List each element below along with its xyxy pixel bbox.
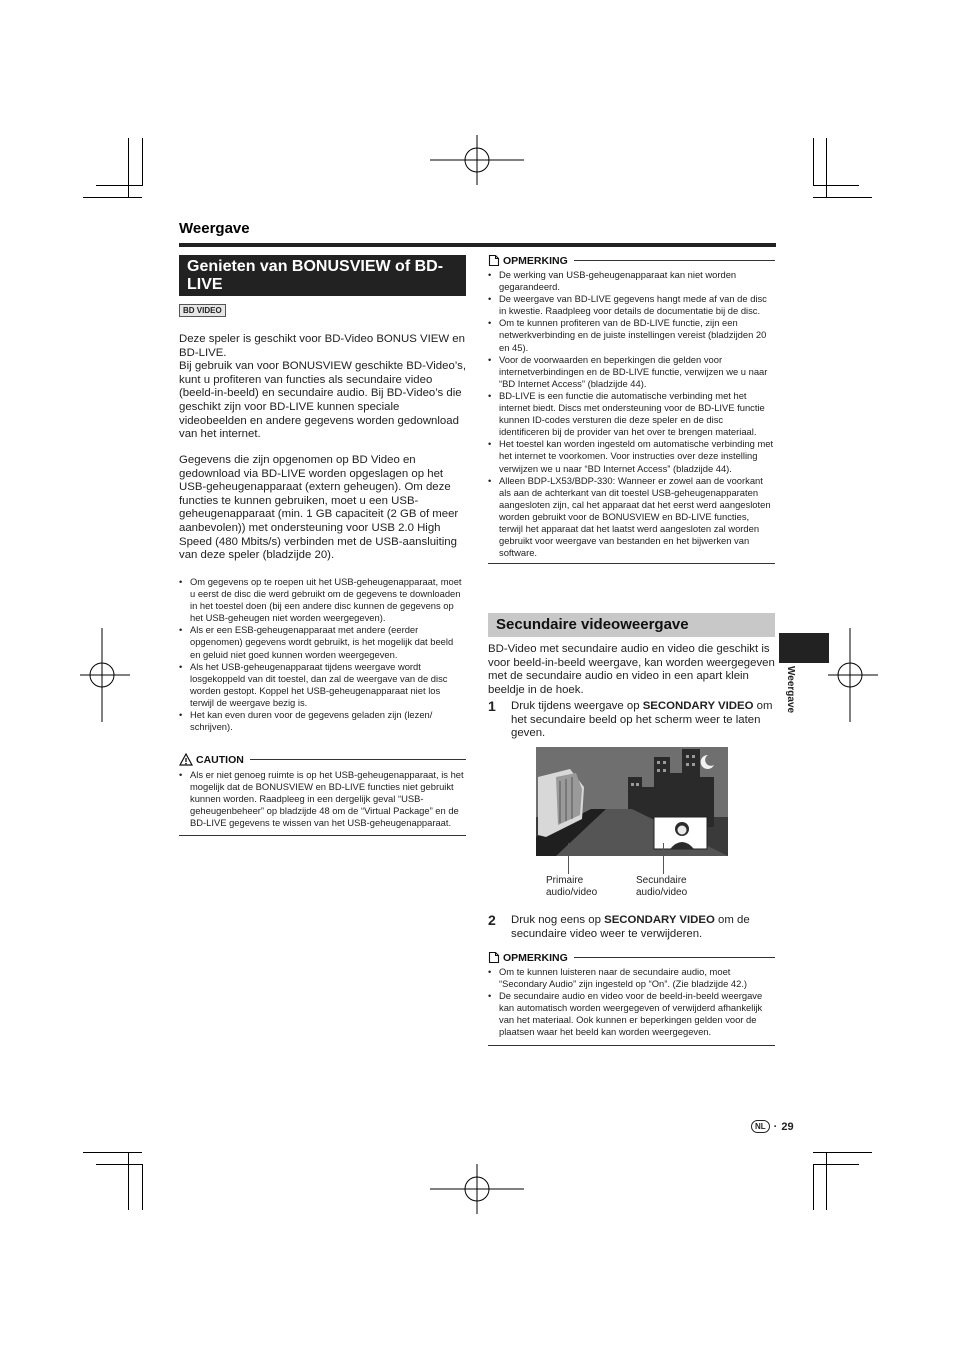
step-text: Druk tijdens weergave op SECONDARY VIDEO om het secundaire beeld op het scherm weer te laten geven. — [511, 700, 773, 740]
caution-box — [179, 753, 466, 836]
list-item: • De werking van USB-geheugenapparaat kan niet worden gegarandeerd. — [488, 269, 775, 293]
step-2 — [488, 914, 775, 941]
note-header — [488, 254, 775, 267]
step-1 — [488, 700, 775, 741]
paragraph: Bij gebruik van voor BONUSVIEW geschikte BD-Video’s, kunt u profiteren van functies als secundaire video (beeld-in-beeld) en secundaire audio. Bij BD-Video’s die geschikt zijn voor BD-LIVE kunnen speciale videobeelden en andere gegevens worden gedownload van het internet. — [179, 360, 466, 441]
separator: · — [773, 1120, 778, 1133]
list-item: • BD-LIVE is een functie die automatische verbinding met het internet biedt. Discs met ondersteuning voor de BD-LIVE functie kunnen ID-codes versturen die deze speler en de disc identificeren bij de provider van het over te brengen materiaal. — [488, 390, 775, 438]
caution-bottom-rule — [179, 835, 466, 836]
list-item: • De weergave van BD-LIVE gegevens hangt mede af van de disc in kwestie. Raadpleeg voor details de documentatie bij de disc. — [488, 293, 775, 317]
list-item: • Voor de voorwaarden en beperkingen die gelden voor internetverbindingen en de BD-LIVE functie, verwijzen we u naar “BD Internet Access” (bladzijde 44). — [488, 354, 775, 390]
pip-illustration — [536, 747, 728, 856]
paragraph: Deze speler is geschikt voor BD-Video BONUS VIEW en BD-LIVE. — [179, 333, 465, 359]
caution-header — [179, 753, 466, 766]
list-item: • Om te kunnen profiteren van de BD-LIVE functie, zijn een netwerkverbinding en de juiste instellingen vereist (bladzijden 20 en 45). — [488, 317, 775, 353]
button-name: SECONDARY VIDEO — [642, 700, 754, 712]
caution-list — [179, 769, 466, 829]
intro-text — [179, 333, 466, 442]
registration-mark-right — [828, 628, 878, 722]
registration-mark-top — [430, 135, 524, 185]
registration-mark-left — [80, 628, 130, 722]
bd-video-badge: BD VIDEO — [179, 304, 226, 317]
side-tab-label: Weergave — [785, 666, 796, 714]
note-title: OPMERKING — [503, 951, 568, 964]
language-badge: NL — [751, 1120, 770, 1133]
note-box-1 — [488, 254, 775, 564]
note-list — [488, 966, 775, 1039]
list-item: • Alleen BDP-LX53/BDP-330: Wanneer er zowel aan de voorkant als aan de achterkant van dit toestel USB-geheugenapparaten aangesloten zijn, cal het apparaat dat het eerst werd aangesloten worden gebruikt voor de BONUSVIEW en BD-LIVE functies, terwijl het apparaat dat het laatst werd aangesloten zal worden gebruikt voor weergave van bestanden en het bijwerken van software. — [488, 475, 775, 560]
callout-line-secondary — [663, 843, 664, 874]
header-rule — [179, 243, 776, 247]
caption-secondary: Secundaire audio/video — [636, 875, 688, 898]
section-heading-bonusview: Genieten van BONUSVIEW of BD-LIVE — [179, 255, 466, 296]
list-item: • Als er een ESB-geheugenapparaat met andere (eerder opgenomen) gegevens wordt gebruikt, is het mogelijk dat beeld en geluid niet goed kunnen worden weergegeven. — [179, 624, 466, 660]
list-item: • Het kan even duren voor de gegevens geladen zijn (lezen/ schrijven). — [179, 709, 466, 733]
note-icon — [488, 951, 500, 964]
list-item: • De secundaire audio en video voor de beeld-in-beeld weergave kan automatisch worden weergegeven of verwijderd afhankelijk van het materiaal. Ook kunnen er beperkingen gelden voor de plaatsen waar het beeld kan worden weergegeven. — [488, 990, 775, 1038]
storage-text: Gegevens die zijn opgenomen op BD Video en gedownload via BD-LIVE worden opgeslagen op het USB-geheugenapparaat (extern geheugen). Om deze functies te kunnen gebruiken, moet u een USB-geheugenapparaat (min. 1 GB capaciteit (2 GB of meer aanbevolen)) met ondersteuning voor USB 2.0 High Speed (480 Mbits/s) verbinden met de USB-aansluiting van deze speler (bladzijde 20). — [179, 454, 459, 562]
page-number — [751, 1120, 794, 1133]
registration-mark-bottom — [430, 1164, 524, 1214]
list-item: • Om te kunnen luisteren naar de secundaire audio, moet “Secondary Audio” zijn ingesteld op “On”. (Zie bladzijde 42.) — [488, 966, 775, 990]
usage-bullet-list — [179, 576, 466, 733]
note-bottom-rule — [488, 1045, 775, 1046]
list-item: • Als het USB-geheugenapparaat tijdens weergave wordt losgekoppeld van dit toestel, dan zal de weergave van de disc worden gestopt. Koppel het USB-geheugenapparaat niet los terwijl de weergave bezig is. — [179, 661, 466, 709]
list-item: • Het toestel kan worden ingesteld om automatische verbinding met het internet te voorkomen. Voor instructies over deze instelling verwijzen we u naar “BD Internet Access” (bladzijde 44). — [488, 438, 775, 474]
callout-line-primary — [568, 843, 569, 874]
caption-primary: Primaire audio/video — [546, 875, 598, 898]
button-name: SECONDARY VIDEO — [604, 914, 715, 926]
step-number: 1 — [488, 698, 496, 714]
side-tab-marker — [779, 633, 829, 663]
page-number-value: 29 — [781, 1120, 794, 1133]
list-item: • Als er niet genoeg ruimte is op het USB-geheugenapparaat, is het mogelijk dat de BONUSVIEW en BD-LIVE functies niet gebruikt kunnen worden. Raadpleeg in een dergelijk geval “USB-geheugenbeheer” op bladzijde 48 om de “Virtual Package” en de BD-LIVE gegevens te wissen van het USB-geheugenapparaat. — [179, 769, 466, 829]
warning-icon — [179, 753, 193, 766]
note-box-2 — [488, 951, 775, 1046]
step-number: 2 — [488, 912, 496, 928]
note-title: OPMERKING — [503, 254, 568, 267]
note-list — [488, 269, 775, 559]
secondary-intro: BD-Video met secundaire audio en video die geschikt is voor beeld-in-beeld weergave, kan worden weergegeven met de secundaire audio en video in een apart klein beeldje in de hoek. — [488, 643, 775, 696]
note-bottom-rule — [488, 563, 775, 564]
list-item: • Om gegevens op te roepen uit het USB-geheugenapparaat, moet u eerst de disc die werd gebruikt om de gegevens te downloaden in het toestel doen (bij een andere disc kunnen de gegevens op het USB-geheugen niet worden weergegeven). — [179, 576, 466, 624]
section-heading-secondary-video: Secundaire videoweergave — [488, 613, 775, 637]
step-text: Druk nog eens op SECONDARY VIDEO om de secundaire video weer te verwijderen. — [511, 914, 750, 940]
section-label: Weergave — [179, 220, 250, 237]
note-header — [488, 951, 775, 964]
note-icon — [488, 254, 500, 267]
caution-title: CAUTION — [196, 753, 244, 766]
